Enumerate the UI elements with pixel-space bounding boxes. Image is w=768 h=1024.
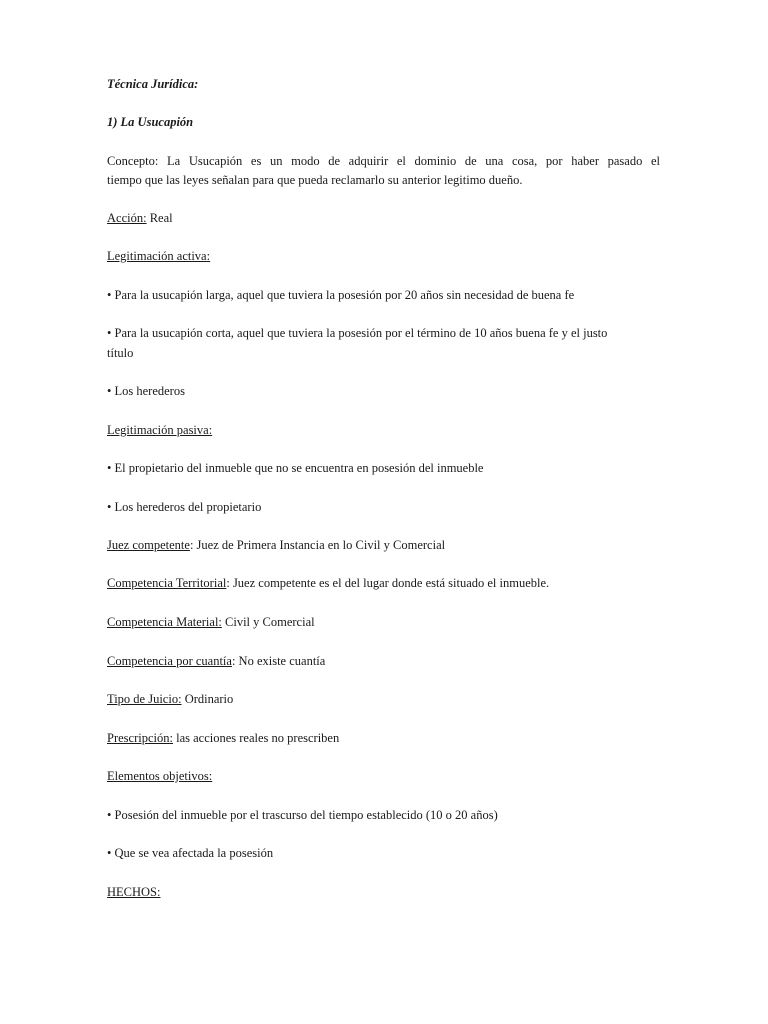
legitimacion-activa-item-2-cont: título (107, 346, 134, 360)
legitimacion-pasiva-item-2: • Los herederos del propietario (107, 500, 262, 514)
elementos-objetivos-item-2: • Que se vea afectada la posesión (107, 846, 274, 860)
accion-label: Acción: (107, 211, 147, 225)
prescripcion-value: las acciones reales no prescriben (172, 731, 340, 745)
competencia-cuantia-field (107, 653, 325, 669)
juez-competente-label: Juez competente (107, 538, 190, 552)
legitimacion-activa-item-1: • Para la usucapión larga, aquel que tuviera la posesión por 20 años sin necesidad de buena fe (107, 288, 575, 302)
competencia-material-field (107, 614, 315, 630)
legitimacion-activa-label: Legitimación activa: (107, 249, 211, 263)
competencia-cuantia-label: Competencia por cuantía (107, 654, 232, 668)
prescripcion-label: Prescripción: (107, 731, 173, 745)
competencia-material-value: Civil y Comercial (221, 615, 315, 629)
juez-competente-value: : Juez de Primera Instancia en lo Civil y Comercial (189, 538, 446, 552)
competencia-cuantia-value: : No existe cuantía (231, 654, 326, 668)
concept-line-1: Concepto: La Usucapión es un modo de adquirir el dominio de una cosa, por haber pasado el (107, 154, 660, 168)
legitimacion-activa-item-3: • Los herederos (107, 384, 185, 398)
competencia-territorial-field (107, 575, 549, 591)
legitimacion-pasiva-label: Legitimación pasiva: (107, 423, 213, 437)
juez-competente-field (107, 537, 445, 553)
section-heading: 1) La Usucapión (107, 115, 194, 129)
tipo-juicio-value: Ordinario (181, 692, 234, 706)
prescripcion-field (107, 730, 339, 746)
elementos-objetivos-item-1: • Posesión del inmueble por el trascurso del tiempo establecido (10 o 20 años) (107, 808, 498, 822)
legitimacion-pasiva-item-1: • El propietario del inmueble que no se encuentra en posesión del inmueble (107, 461, 484, 475)
legitimacion-activa-item-2: • Para la usucapión corta, aquel que tuviera la posesión por el término de 10 años buena fe y el justo (107, 326, 608, 340)
tipo-juicio-field (107, 691, 233, 707)
document-title: Técnica Jurídica: (107, 77, 199, 91)
competencia-territorial-label: Competencia Territorial (107, 576, 227, 590)
elementos-objetivos-label: Elementos objetivos: (107, 769, 213, 783)
concept-line-2: tiempo que las leyes señalan para que pueda reclamarlo su anterior legitimo dueño. (107, 173, 523, 187)
competencia-territorial-value: : Juez competente es el del lugar donde está situado el inmueble. (226, 576, 550, 590)
tipo-juicio-label: Tipo de Juicio: (107, 692, 182, 706)
accion-field (107, 210, 173, 226)
competencia-material-label: Competencia Material: (107, 615, 222, 629)
hechos-heading: HECHOS: (107, 885, 161, 899)
accion-value: Real (146, 211, 173, 225)
